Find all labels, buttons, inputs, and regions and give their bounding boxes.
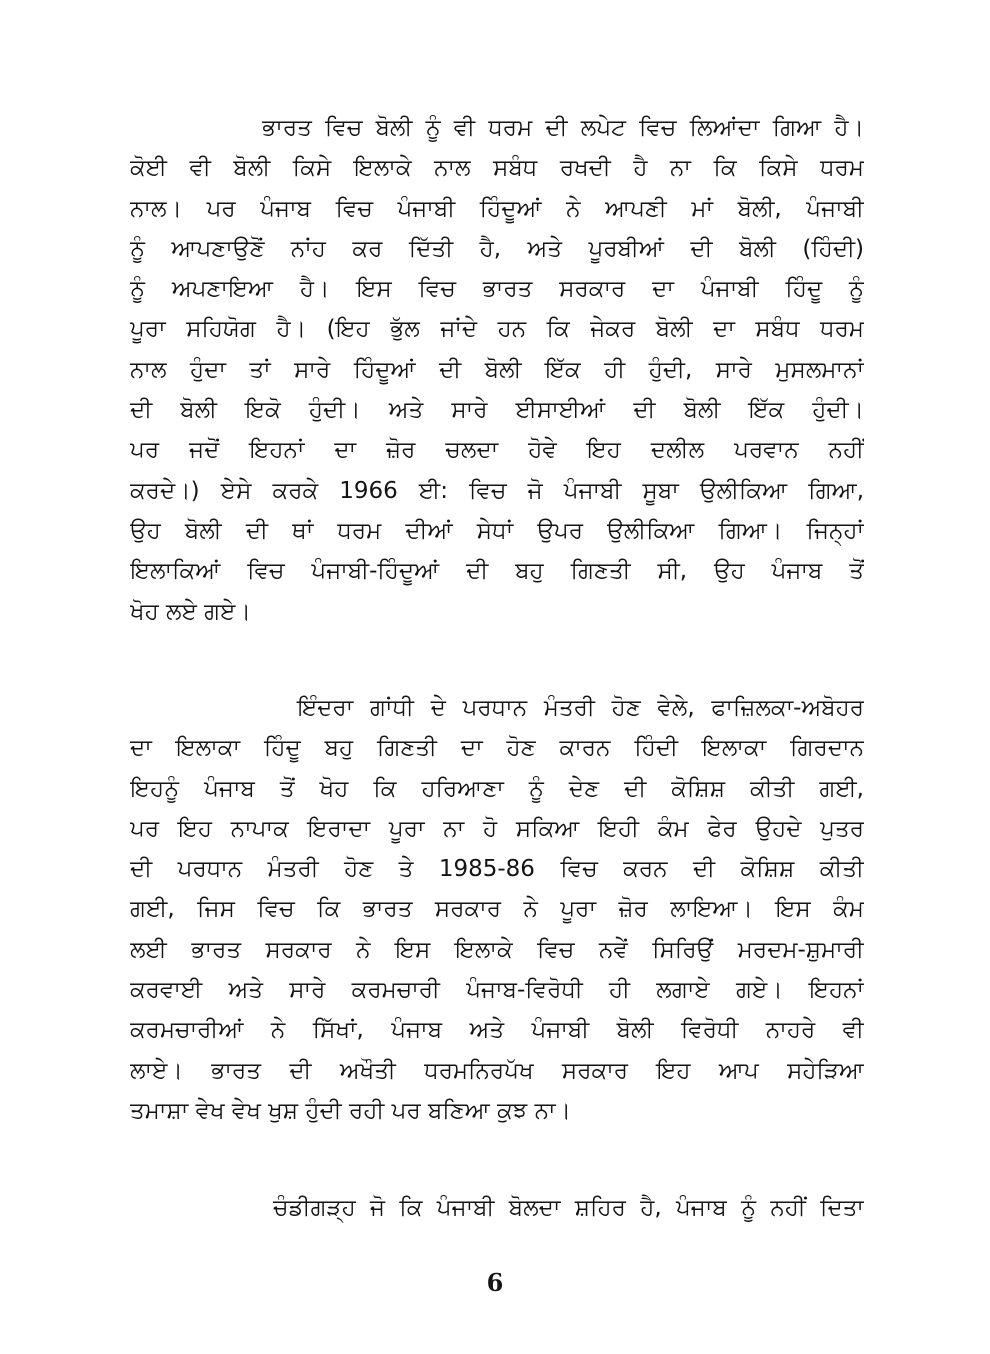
- text-line: ਦਾ ਇਲਾਕਾ ਹਿੰਦੂ ਬਹੁ ਗਿਣਤੀ ਦਾ ਹੋਣ ਕਾਰਨ ਹਿੰਦੀ ਇਲਾਕਾ ਗਿਰਦਾਨ: [130, 735, 864, 762]
- text-line: ਚੰਡੀਗੜ੍ਹ ਜੋ ਕਿ ਪੰਜਾਬੀ ਬੋਲਦਾ ਸ਼ਹਿਰ ਹੈ, ਪੰਜਾਬ ਨੂੰ ਨਹੀਂ ਦਿਤਾ: [130, 1195, 864, 1221]
- text-line: ਲਾਏ। ਭਾਰਤ ਦੀ ਅਖੌਤੀ ਧਰਮਨਿਰਪੱਖ ਸਰਕਾਰ ਇਹ ਆਪ ਸਹੇੜਿਆ: [130, 1057, 864, 1084]
- text-line: ਤਮਾਸ਼ਾ ਵੇਖ ਵੇਖ ਖੁਸ਼ ਹੁੰਦੀ ਰਹੀ ਪਰ ਬਣਿਆ ਕੁਝ ਨਾ।: [130, 1097, 572, 1124]
- text-line: ਗਈ, ਜਿਸ ਵਿਚ ਕਿ ਭਾਰਤ ਸਰਕਾਰ ਨੇ ਪੂਰਾ ਜ਼ੋਰ ਲਾਇਆ। ਇਸ ਕੰਮ: [130, 896, 864, 923]
- paragraph-2: [130, 688, 864, 1131]
- text-line: ਇੰਦਰਾ ਗਾਂਧੀ ਦੇ ਪਰਧਾਨ ਮੰਤਰੀ ਹੋਣ ਵੇਲੇ, ਫਾਜ਼ਿਲਕਾ-ਅਬੋਹਰ: [130, 695, 864, 721]
- text-line: ਇਹਨੂੰ ਪੰਜਾਬ ਤੋਂ ਖੋਹ ਕਿ ਹਰਿਆਣਾ ਨੂੰ ਦੇਣ ਦੀ ਕੋਸ਼ਿਸ਼ ਕੀਤੀ ਗਈ,: [130, 775, 864, 802]
- text-line: ਖੋਹ ਲਏ ਗਏ।: [130, 598, 251, 625]
- text-line: ਦੀ ਬੋਲੀ ਇਕੋ ਹੁੰਦੀ। ਅਤੇ ਸਾਰੇ ਈਸਾਈਆਂ ਦੀ ਬੋਲੀ ਇੱਕ ਹੁੰਦੀ।: [130, 397, 864, 424]
- paragraph-3: [130, 1188, 864, 1228]
- text-line: ਕਰਵਾਈ ਅਤੇ ਸਾਰੇ ਕਰਮਚਾਰੀ ਪੰਜਾਬ-ਵਿਰੋਧੀ ਹੀ ਲਗਾਏ ਗਏ। ਇਹਨਾਂ: [130, 977, 864, 1004]
- text-line: ਕੋਈ ਵੀ ਬੋਲੀ ਕਿਸੇ ਇਲਾਕੇ ਨਾਲ ਸਬੰਧ ਰਖਦੀ ਹੈ ਨਾ ਕਿ ਕਿਸੇ ਧਰਮ: [130, 155, 864, 182]
- text-line: ਭਾਰਤ ਵਿਚ ਬੋਲੀ ਨੂੰ ਵੀ ਧਰਮ ਦੀ ਲਪੇਟ ਵਿਚ ਲਿਆਂਦਾ ਗਿਆ ਹੈ।: [130, 115, 864, 141]
- text-line: ਦੀ ਪਰਧਾਨ ਮੰਤਰੀ ਹੋਣ ਤੇ 1985-86 ਵਿਚ ਕਰਨ ਦੀ ਕੋਸ਼ਿਸ਼ ਕੀਤੀ: [130, 856, 864, 883]
- text-line: ਪਰ ਜਦੋਂ ਇਹਨਾਂ ਦਾ ਜ਼ੋਰ ਚਲਦਾ ਹੋਵੇ ਇਹ ਦਲੀਲ ਪਰਵਾਨ ਨਹੀਂ: [130, 437, 864, 464]
- page-number: 6: [486, 1268, 504, 1297]
- text-line: ਨੂੰ ਅਪਣਾਇਆ ਹੈ। ਇਸ ਵਿਚ ਭਾਰਤ ਸਰਕਾਰ ਦਾ ਪੰਜਾਬੀ ਹਿੰਦੂ ਨੂੰ: [130, 276, 864, 303]
- text-line: ਨਾਲ। ਪਰ ਪੰਜਾਬ ਵਿਚ ਪੰਜਾਬੀ ਹਿੰਦੂਆਂ ਨੇ ਆਪਣੀ ਮਾਂ ਬੋਲੀ, ਪੰਜਾਬੀ: [130, 195, 864, 222]
- text-line: ਇਲਾਕਿਆਂ ਵਿਚ ਪੰਜਾਬੀ-ਹਿੰਦੂਆਂ ਦੀ ਬਹੁ ਗਿਣਤੀ ਸੀ, ਉਹ ਪੰਜਾਬ ਤੋਂ: [130, 558, 864, 585]
- text-line: ਨੂੰ ਆਪਣਾਉਣੋਂ ਨਾਂਹ ਕਰ ਦਿੱਤੀ ਹੈ, ਅਤੇ ਪੂਰਬੀਆਂ ਦੀ ਬੋਲੀ (ਹਿੰਦੀ): [130, 235, 864, 262]
- text-line: ਕਰਮਚਾਰੀਆਂ ਨੇ ਸਿੱਖਾਂ, ਪੰਜਾਬ ਅਤੇ ਪੰਜਾਬੀ ਬੋਲੀ ਵਿਰੋਧੀ ਨਾਹਰੇ ਵੀ: [130, 1017, 864, 1044]
- text-line: ਲਈ ਭਾਰਤ ਸਰਕਾਰ ਨੇ ਇਸ ਇਲਾਕੇ ਵਿਚ ਨਵੇਂ ਸਿਰਿਉਂ ਮਰਦਮ-ਸ਼ੁਮਾਰੀ: [130, 936, 864, 963]
- text-line: ਪਰ ਇਹ ਨਾਪਾਕ ਇਰਾਦਾ ਪੂਰਾ ਨਾ ਹੋ ਸਕਿਆ ਇਹੀ ਕੰਮ ਫੇਰ ਉਹਦੇ ਪੁਤਰ: [130, 815, 864, 842]
- text-line: ਕਰਦੇ।) ਏਸੇ ਕਰਕੇ 1966 ਈ: ਵਿਚ ਜੋ ਪੰਜਾਬੀ ਸੂਬਾ ਉਲੀਕਿਆ ਗਿਆ,: [130, 477, 864, 504]
- paragraph-1: [130, 108, 864, 632]
- text-line: ਉਹ ਬੋਲੀ ਦੀ ਥਾਂ ਧਰਮ ਦੀਆਂ ਸੇਧਾਂ ਉਪਰ ਉਲੀਕਿਆ ਗਿਆ। ਜਿਨ੍ਹਾਂ: [130, 517, 864, 544]
- text-line: ਪੂਰਾ ਸਹਿਯੋਗ ਹੈ। (ਇਹ ਭੁੱਲ ਜਾਂਦੇ ਹਨ ਕਿ ਜੇਕਰ ਬੋਲੀ ਦਾ ਸਬੰਧ ਧਰਮ: [130, 316, 864, 343]
- text-line: ਨਾਲ ਹੁੰਦਾ ਤਾਂ ਸਾਰੇ ਹਿੰਦੂਆਂ ਦੀ ਬੋਲੀ ਇੱਕ ਹੀ ਹੁੰਦੀ, ਸਾਰੇ ਮੁਸਲਮਾਨਾਂ: [130, 356, 864, 383]
